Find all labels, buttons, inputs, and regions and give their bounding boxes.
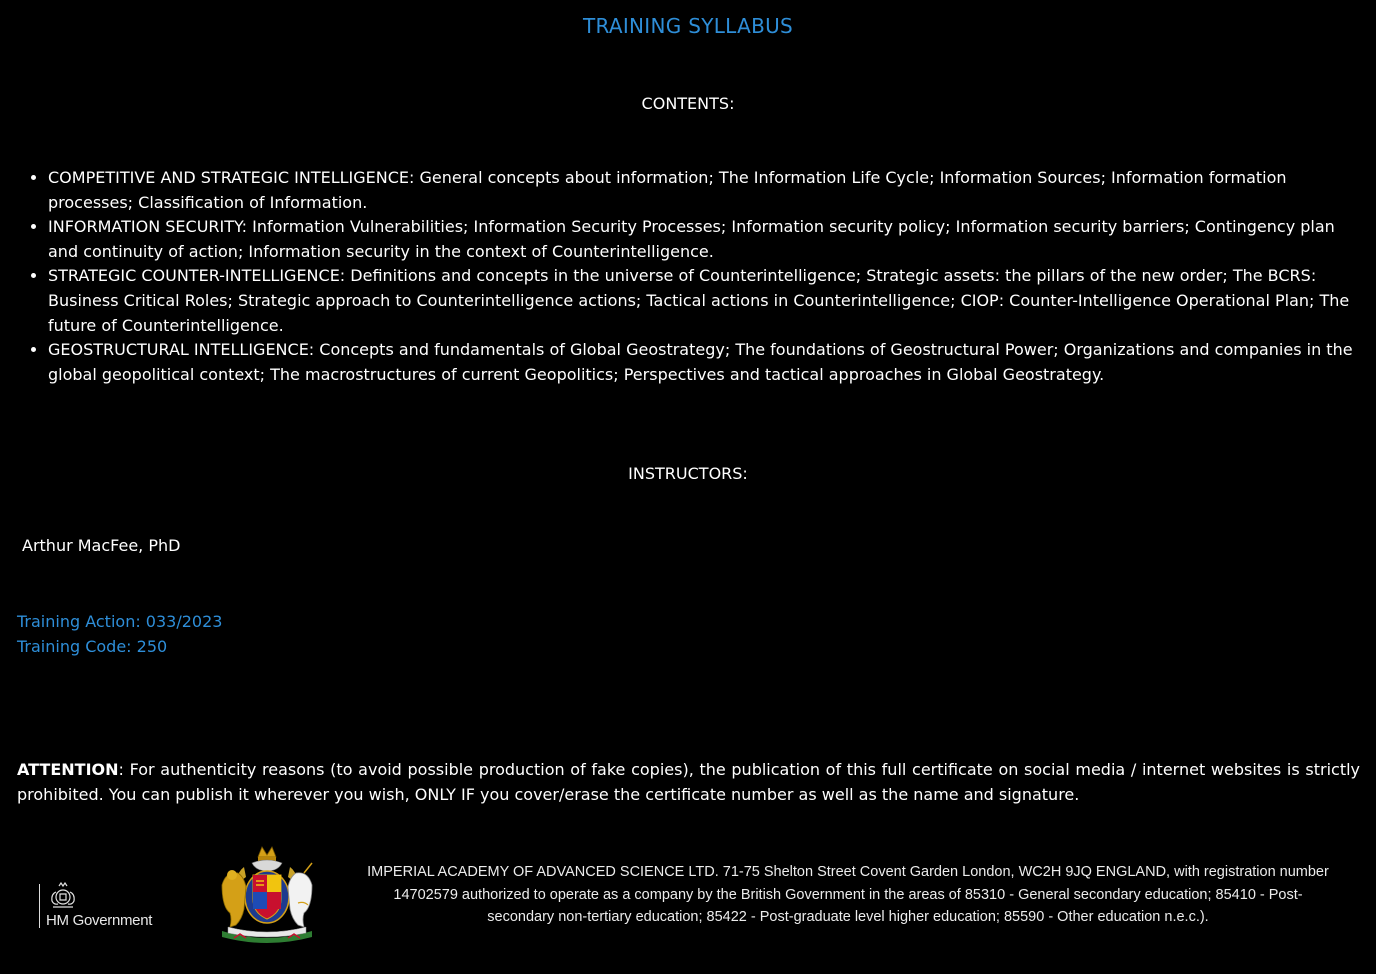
list-item: • GEOSTRUCTURAL INTELLIGENCE: Concepts and fundamentals of Global Geostrategy; The foundations of Geostructural Power; Organizations and companies in the global geopolitical context; The macrostructures of current Geopolitics; Perspectives and tactical approaches in Global Geostrategy. — [48, 338, 1360, 387]
page-title: TRAINING SYLLABUS — [582, 14, 794, 38]
hm-government-crest-icon — [47, 882, 79, 910]
attention-notice — [17, 758, 1360, 807]
attention-label: ATTENTION — [17, 760, 119, 779]
hm-government-logo — [39, 882, 179, 930]
contents-heading: CONTENTS: — [641, 94, 735, 113]
instructor-name: Arthur MacFee, PhD — [22, 536, 181, 555]
training-action: Training Action: 033/2023 — [17, 612, 223, 631]
training-code: Training Code: 250 — [17, 636, 168, 656]
list-item: • INFORMATION SECURITY: Information Vulnerabilities; Information Security Processes; Information security policy; Information security barriers; Contingency plan and continuity of action; Information security in the context of Counterintelligence. — [48, 215, 1360, 264]
instructors-heading: INSTRUCTORS: — [628, 464, 748, 483]
contents-list — [0, 166, 1360, 387]
list-item: • COMPETITIVE AND STRATEGIC INTELLIGENCE: General concepts about information; The Information Life Cycle; Information Sources; Information formation processes; Classification of Information. — [48, 166, 1360, 215]
training-info — [17, 610, 222, 659]
legal-footer-text: IMPERIAL ACADEMY OF ADVANCED SCIENCE LTD. 71-75 Shelton Street Covent Garden London, WC2H 9JQ ENGLAND, with registration number 14702579 authorized to operate as a company by the British Government in the areas of 85310 - General secondary education; 85410 - Post-secondary non-tertiary education; 85422 - Post-graduate level higher education; 85590 - Other education n.e.c.). — [367, 864, 1329, 925]
list-item: • STRATEGIC COUNTER-INTELLIGENCE: Definitions and concepts in the universe of Counterintelligence; Strategic assets: the pillars of the new order; The BCRS: Business Critical Roles; Strategic approach to Counterintelligence actions; Tactical actions in Counterintelligence; CIOP: Counter-Intelligence Operational Plan; The future of Counterintelligence. — [48, 264, 1360, 338]
attention-text: : For authenticity reasons (to avoid possible production of fake copies), the publication of this full certificate on social media / internet websites is strictly prohibited. You can publish it wherever you wish, ONLY IF you cover/erase the certificate number as well as the name and signature. — [17, 760, 1360, 804]
hm-government-label: HM Government — [46, 912, 153, 929]
logo-divider — [39, 884, 40, 928]
royal-coat-of-arms-icon — [214, 845, 320, 945]
